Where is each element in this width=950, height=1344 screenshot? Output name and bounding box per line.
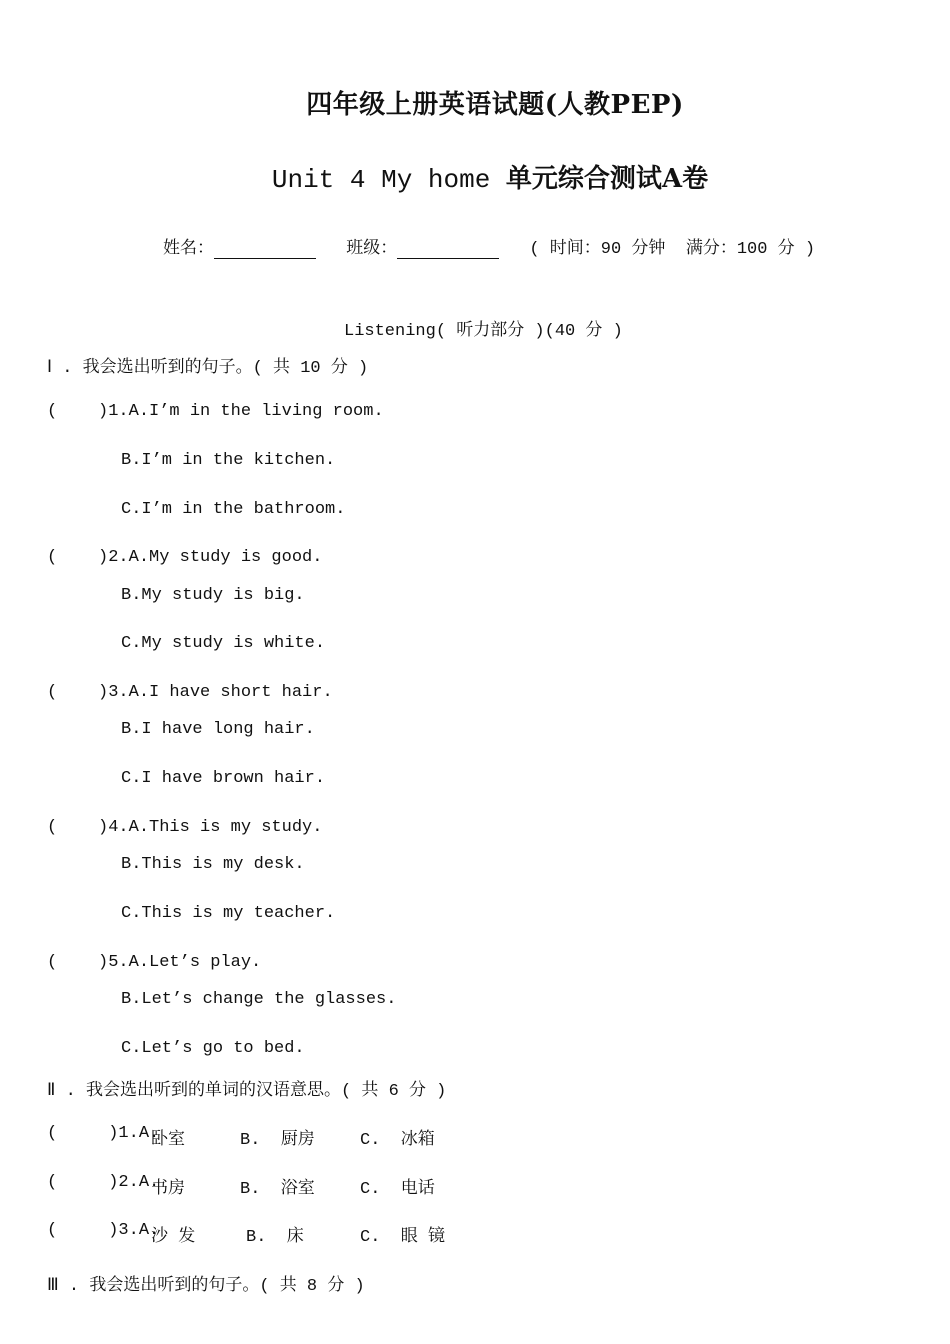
section-3-heading: Ⅲ . 我会选出听到的句子。( 共 8 分 ) <box>47 1277 365 1296</box>
s1-q4-option-c: C.This is my teacher. <box>121 904 336 923</box>
subtitle-english: Unit 4 My home <box>271 165 506 195</box>
name-label: 姓名： <box>163 240 214 259</box>
s2-q3-option-a: 沙 发 <box>151 1228 196 1247</box>
class-blank[interactable] <box>397 240 499 259</box>
s1-q3-option-b: B.I have long hair. <box>121 720 315 739</box>
s1-q5-option-c: C.Let’s go to bed. <box>121 1039 305 1058</box>
s2-q1-option-a: 卧室 <box>151 1131 185 1150</box>
s2-q3-option-c: C. 眼 镜 <box>360 1228 446 1247</box>
s1-q3-option-c: C.I have brown hair. <box>121 769 326 788</box>
section-2-heading: Ⅱ . 我会选出听到的单词的汉语意思。( 共 6 分 ) <box>47 1082 447 1101</box>
s2-q1-option-b: B. 厨房 <box>240 1131 315 1150</box>
s1-q1-option-b: B.I’m in the kitchen. <box>121 451 336 470</box>
s2-q1-option-c: C. 冰箱 <box>360 1131 435 1150</box>
section-1-heading: Ⅰ . 我会选出听到的句子。( 共 10 分 ) <box>47 359 369 378</box>
s1-q5-option-b: B.Let’s change the glasses. <box>121 990 397 1009</box>
s2-q2-option-c: C. 电话 <box>360 1180 435 1199</box>
page-title: 四年级上册英语试题(人教PEP) <box>306 90 684 120</box>
name-blank[interactable] <box>214 240 316 259</box>
s2-q2-option-b: B. 浴室 <box>240 1180 315 1199</box>
s1-q1-option-c: C.I’m in the bathroom. <box>121 500 346 519</box>
s1-q4-option-b: B.This is my desk. <box>121 855 305 874</box>
s2-q3-option-b: B. 床 <box>246 1228 304 1247</box>
s2-q2-num: ( )2.A. <box>47 1173 160 1192</box>
s2-q1-num: ( )1.A. <box>47 1124 160 1143</box>
s1-q2-option-c: C.My study is white. <box>121 634 326 653</box>
subtitle-chinese: 单元综合测试A卷 <box>505 164 709 194</box>
listening-heading: Listening( 听力部分 )(40 分 ) <box>344 322 623 341</box>
s1-q3-stem: ( )3.A.I have short hair. <box>47 683 333 702</box>
time-score-info: ( 时间：90 分钟 满分：100 分 ) <box>529 240 816 259</box>
s1-q1-stem: ( )1.A.I’m in the living room. <box>47 402 384 421</box>
s1-q5-stem: ( )5.A.Let’s play. <box>47 953 262 972</box>
s1-q4-stem: ( )4.A.This is my study. <box>47 818 323 837</box>
page-subtitle <box>0 158 950 195</box>
s1-q2-option-b: B.My study is big. <box>121 586 305 605</box>
s2-q3-num: ( )3.A. <box>47 1221 160 1240</box>
student-info-line <box>163 233 815 259</box>
s2-q2-option-a: 书房 <box>151 1180 185 1199</box>
s1-q2-stem: ( )2.A.My study is good. <box>47 548 323 567</box>
class-label: 班级： <box>346 240 398 259</box>
